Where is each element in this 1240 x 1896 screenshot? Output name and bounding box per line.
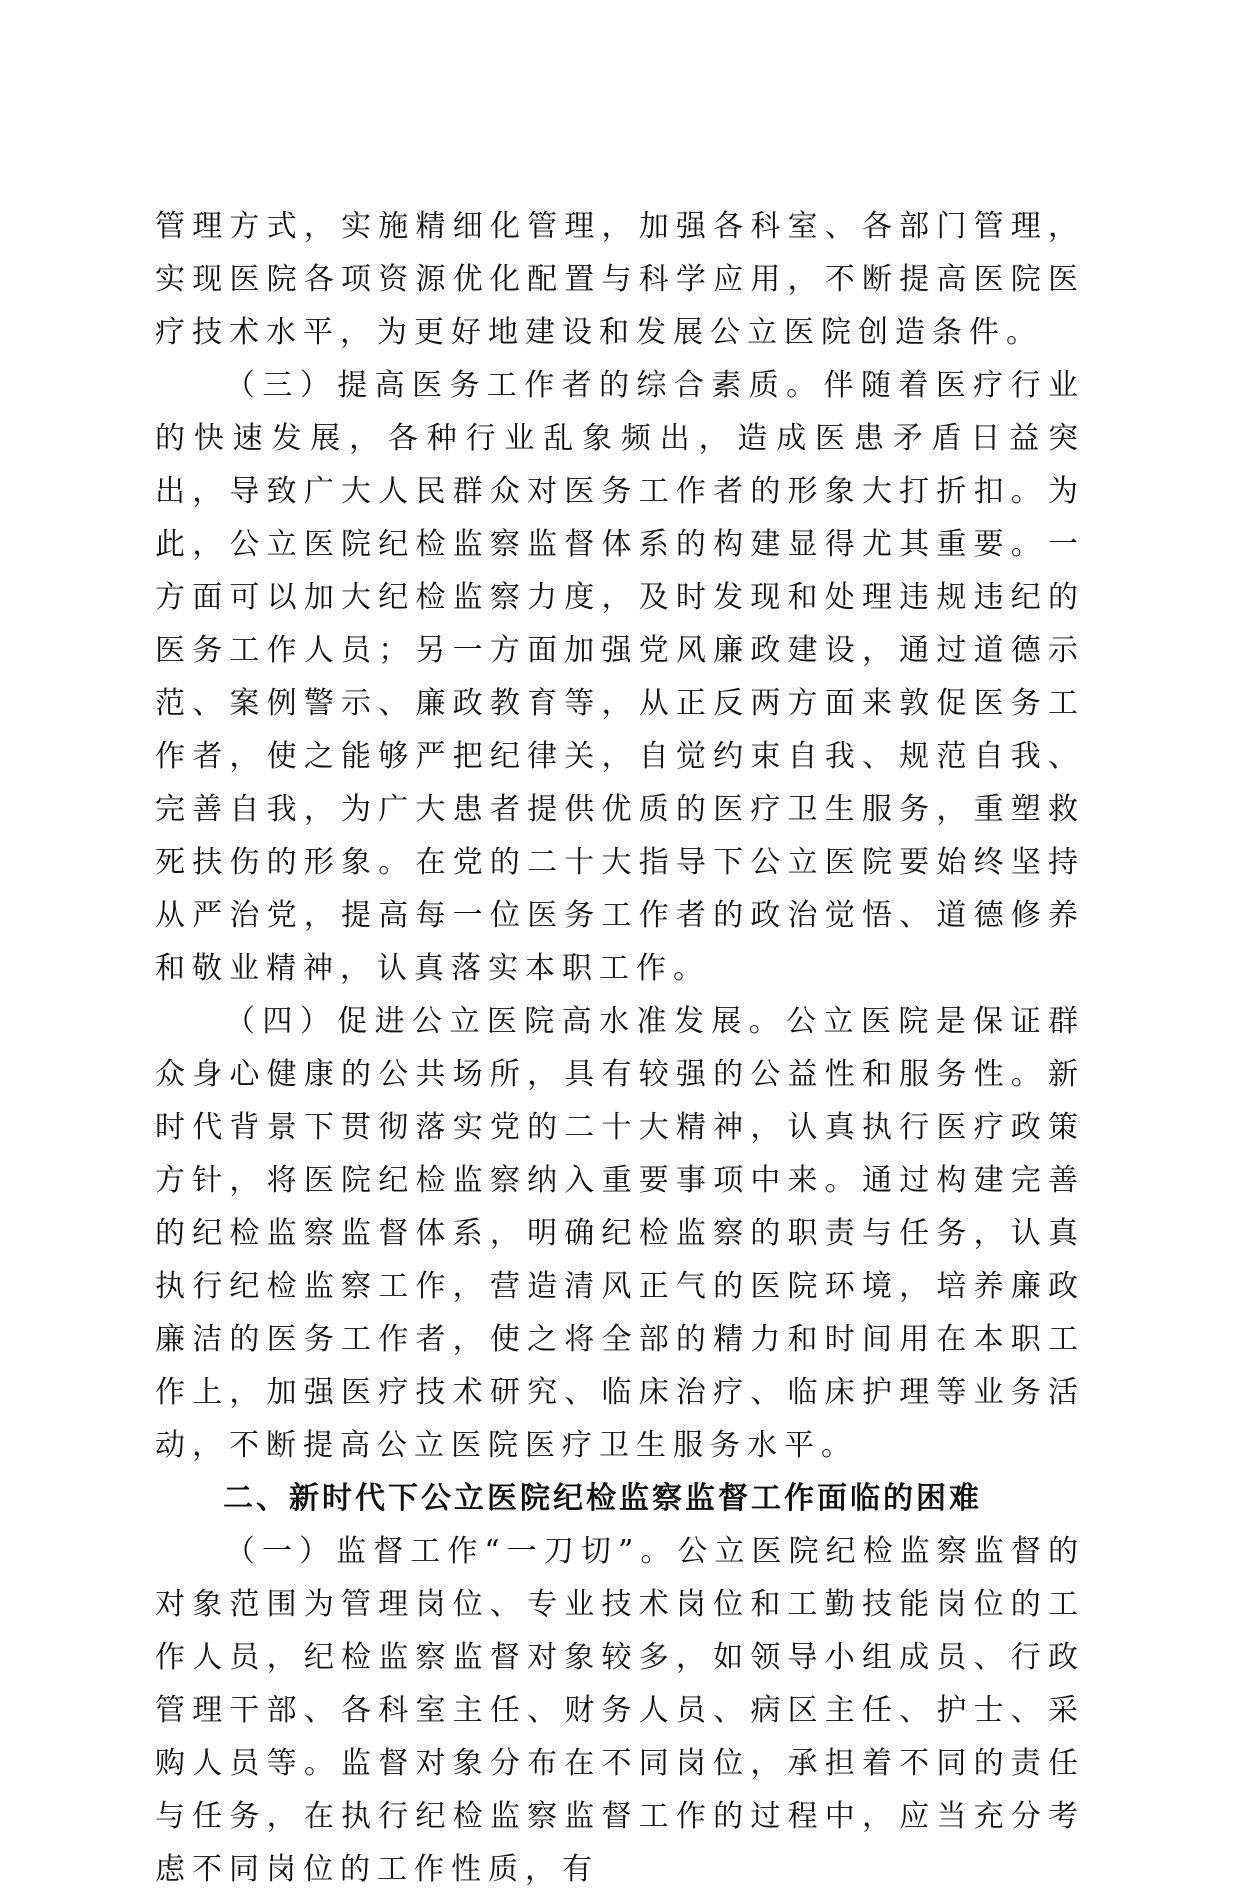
paragraph-high-standard-development: （四）促进公立医院高水准发展。公立医院是保证群众身心健康的公共场所，具有较强的公益性和服务性。新时代背景下贯彻落实党的二十大精神，认真执行医疗政策方针，将医院纪检监察纳入重要事项中来。通过构建完善的纪检监察监督体系，明确纪检监察的职责与任务，认真执行纪检监察工作，营造清风正气的医院环境，培养廉政廉洁的医务工作者，使之将全部的精力和时间用在本职工作上，加强医疗技术研究、临床治疗、临床护理等业务活动，不断提高公立医院医疗卫生服务水平。 bbox=[155, 1004, 1085, 1463]
paragraph-continuation: 管理方式，实施精细化管理，加强各科室、各部门管理，实现医院各项资源优化配置与科学应用，不断提高医院医疗技术水平，为更好地建设和发展公立医院创造条件。 bbox=[155, 209, 1085, 350]
paragraph-comprehensive-quality: （三）提高医务工作者的综合素质。伴随着医疗行业的快速发展，各种行业乱象频出，造成医患矛盾日益突出，导致广大人民群众对医务工作者的形象大打折扣。为此，公立医院纪检监察监督体系的构建显得尤其重要。一方面可以加大纪检监察力度，及时发现和处理违规违纪的医务工作人员；另一方面加强党风廉政建设，通过道德示范、案例警示、廉政教育等，从正反两方面来敦促医务工作者，使之能够严把纪律关，自觉约束自我、规范自我、完善自我，为广大患者提供优质的医疗卫生服务，重塑救死扶伤的形象。在党的二十大指导下公立医院要始终坚持从严治党，提高每一位医务工作者的政治觉悟、道德修养和敬业精神，认真落实本职工作。 bbox=[155, 368, 1085, 986]
section-heading: 二、新时代下公立医院纪检监察监督工作面临的困难 bbox=[223, 1481, 982, 1516]
paragraph-one-size-fits-all: （一）监督工作“一刀切”。公立医院纪检监察监督的对象范围为管理岗位、专业技术岗位和工勤技能岗位的工作人员，纪检监察监督对象较多，如领导小组成员、行政管理干部、各科室主任、财务人员、病区主任、护士、采购人员等。监督对象分布在不同岗位，承担着不同的责任与任务，在执行纪检监察监督工作的过程中，应当充分考虑不同岗位的工作性质，有 bbox=[155, 1534, 1085, 1887]
document-page bbox=[155, 200, 1085, 1896]
